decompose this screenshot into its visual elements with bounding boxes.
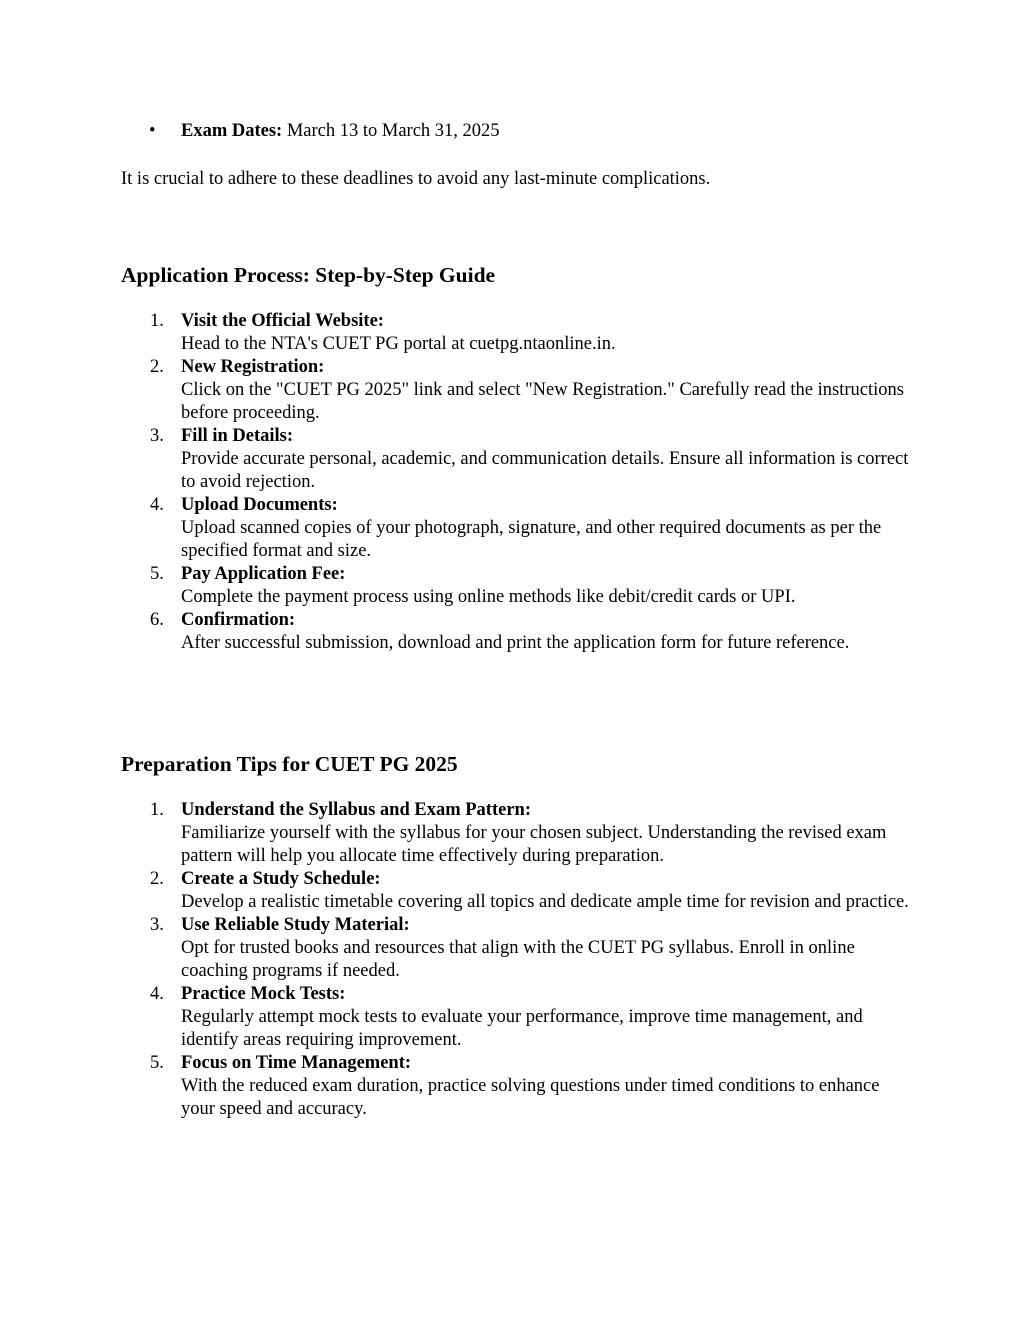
step-number: 6. (150, 610, 164, 630)
step-title: Upload Documents: (181, 495, 338, 515)
list-item (121, 310, 911, 356)
tip-number: 2. (150, 869, 164, 889)
step-number: 4. (150, 495, 164, 515)
tip-title: Use Reliable Study Material: (181, 915, 410, 935)
step-title: Pay Application Fee: (181, 564, 346, 584)
preparation-heading: Preparation Tips for CUET PG 2025 (121, 752, 458, 776)
tip-title: Practice Mock Tests: (181, 984, 346, 1004)
list-item (121, 425, 911, 494)
exam-dates-label: Exam Dates: (181, 121, 283, 141)
application-steps-list (121, 310, 911, 655)
list-item (121, 799, 911, 868)
bullet-icon: • (149, 121, 156, 141)
tip-title: Create a Study Schedule: (181, 869, 381, 889)
list-item (121, 1052, 911, 1121)
tip-title: Understand the Syllabus and Exam Pattern: (181, 800, 532, 820)
exam-dates-value: March 13 to March 31, 2025 (282, 121, 500, 141)
list-item (121, 914, 911, 983)
tip-description: Regularly attempt mock tests to evaluate your performance, improve time management, and identify areas requiring improvement. (181, 1007, 863, 1050)
step-description: Provide accurate personal, academic, and communication details. Ensure all information is correct to avoid rejection. (181, 449, 909, 492)
step-description: Head to the NTA's CUET PG portal at cuetpg.ntaonline.in. (181, 334, 616, 354)
step-title: Confirmation: (181, 610, 296, 630)
list-item (121, 356, 911, 425)
step-number: 1. (150, 311, 164, 331)
list-item (121, 983, 911, 1052)
list-item (121, 868, 911, 914)
step-number: 2. (150, 357, 164, 377)
tip-description: With the reduced exam duration, practice solving questions under timed conditions to enhance your speed and accuracy. (181, 1076, 880, 1119)
step-description: Click on the "CUET PG 2025" link and select "New Registration." Carefully read the instructions before proceeding. (181, 380, 904, 423)
list-item (121, 609, 911, 655)
tip-description: Opt for trusted books and resources that align with the CUET PG syllabus. Enroll in online coaching programs if needed. (181, 938, 855, 981)
tip-description: Develop a realistic timetable covering all topics and dedicate ample time for revision and practice. (181, 892, 909, 912)
step-title: Fill in Details: (181, 426, 294, 446)
preparation-tips-list (121, 799, 911, 1121)
tip-number: 1. (150, 800, 164, 820)
list-item (121, 494, 911, 563)
exam-dates-item (121, 120, 500, 143)
tip-number: 4. (150, 984, 164, 1004)
step-title: Visit the Official Website: (181, 311, 384, 331)
step-description: Complete the payment process using online methods like debit/credit cards or UPI. (181, 587, 796, 607)
tip-description: Familiarize yourself with the syllabus for your chosen subject. Understanding the revised exam pattern will help you allocate time effectively during preparation. (181, 823, 887, 866)
step-description: Upload scanned copies of your photograph, signature, and other required documents as per the specified format and size. (181, 518, 882, 561)
step-number: 5. (150, 564, 164, 584)
application-heading: Application Process: Step-by-Step Guide (121, 263, 496, 287)
step-number: 3. (150, 426, 164, 446)
tip-number: 5. (150, 1053, 164, 1073)
step-description: After successful submission, download and print the application form for future reference. (181, 633, 850, 653)
tip-title: Focus on Time Management: (181, 1053, 412, 1073)
exam-dates-list (121, 120, 500, 143)
step-title: New Registration: (181, 357, 325, 377)
tip-number: 3. (150, 915, 164, 935)
deadline-note: It is crucial to adhere to these deadlines to avoid any last-minute complications. (121, 169, 711, 189)
list-item (121, 563, 911, 609)
